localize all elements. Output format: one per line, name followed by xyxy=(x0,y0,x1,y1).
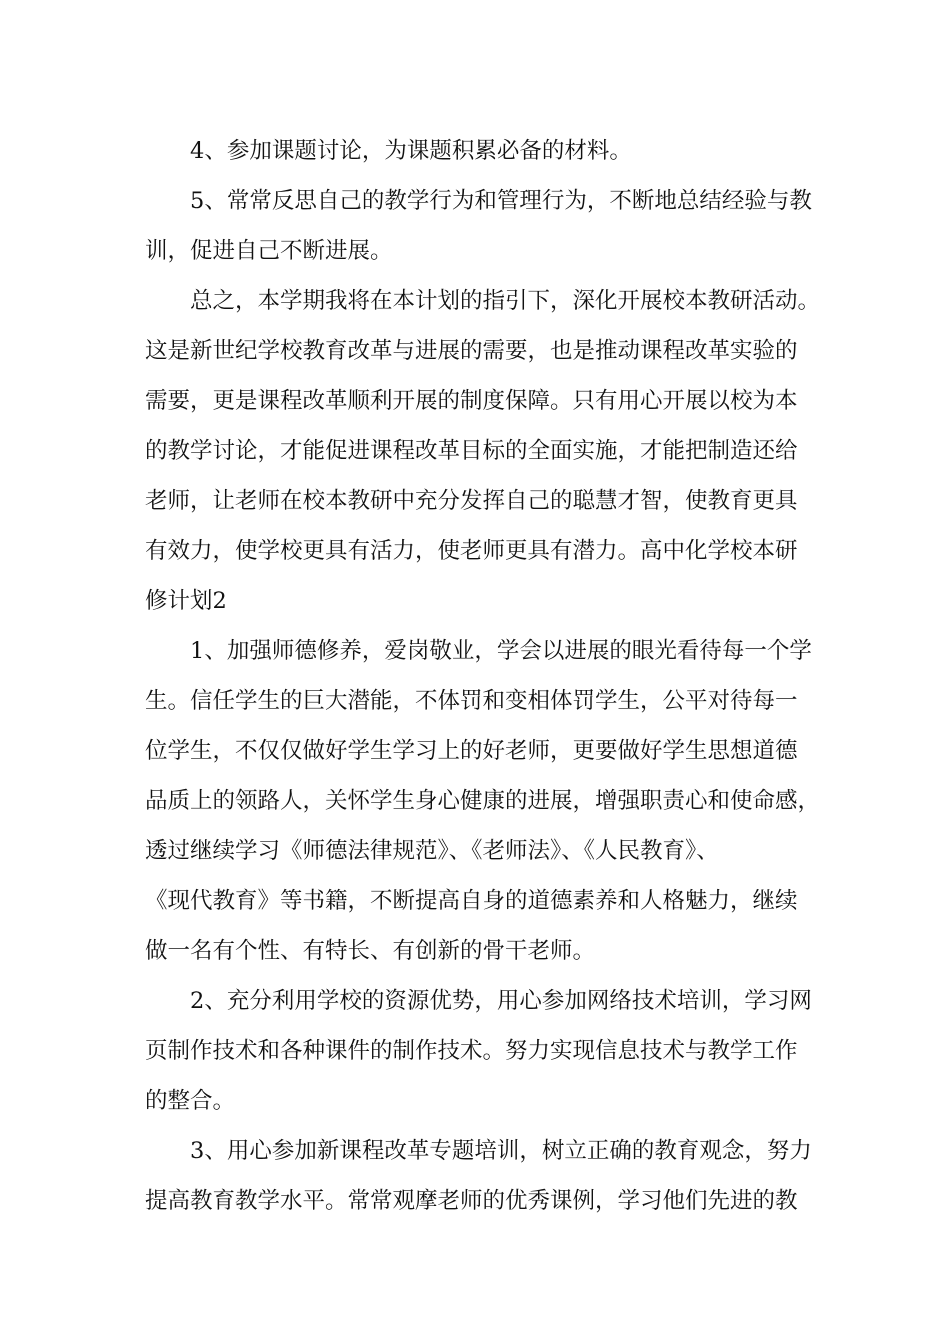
text-line: 2、充分利用学校的资源优势，用心参加网络技术培训，学习网 xyxy=(190,988,812,1014)
text-line: 总之，本学期我将在本计划的指引下，深化开展校本教研活动。 xyxy=(190,288,821,314)
text-line: 位学生，不仅仅做好学生学习上的好老师，更要做好学生思想道德 xyxy=(145,738,798,764)
text-line: 训，促进自己不断进展。 xyxy=(145,238,393,264)
text-line: 4、参加课题讨论，为课题积累必备的材料。 xyxy=(190,138,632,164)
text-line: 老师，让老师在校本教研中充分发挥自己的聪慧才智，使教育更具 xyxy=(145,488,798,514)
text-line: 1、加强师德修养，爱岗敬业，学会以进展的眼光看待每一个学 xyxy=(190,638,812,664)
text-line: 的整合。 xyxy=(145,1088,236,1114)
text-line: 5、常常反思自己的教学行为和管理行为，不断地总结经验与教 xyxy=(190,188,812,214)
text-line: 有效力，使学校更具有活力，使老师更具有潜力。高中化学校本研 xyxy=(145,538,798,564)
text-line: 页制作技术和各种课件的制作技术。努力实现信息技术与教学工作 xyxy=(145,1038,798,1064)
text-line: 品质上的领路人，关怀学生身心健康的进展，增强职责心和使命感， xyxy=(145,788,821,814)
text-line: 3、用心参加新课程改革专题培训，树立正确的教育观念，努力 xyxy=(190,1138,812,1164)
text-line: 做一名有个性、有特长、有创新的骨干老师。 xyxy=(145,938,596,964)
text-line: 修计划2 xyxy=(145,588,227,614)
text-line: 生。信任学生的巨大潜能，不体罚和变相体罚学生，公平对待每一 xyxy=(145,688,798,714)
text-line: 这是新世纪学校教育改革与进展的需要，也是推动课程改革实验的 xyxy=(145,338,798,364)
text-line: 《现代教育》等书籍，不断提高自身的道德素养和人格魅力，继续 xyxy=(145,888,798,914)
text-line: 需要，更是课程改革顺利开展的制度保障。只有用心开展以校为本 xyxy=(145,388,798,414)
text-line: 的教学讨论，才能促进课程改革目标的全面实施，才能把制造还给 xyxy=(145,438,798,464)
text-line: 提高教育教学水平。常常观摩老师的优秀课例，学习他们先进的教 xyxy=(145,1188,798,1214)
text-line: 透过继续学习《师德法律规范》、《老师法》、《人民教育》、 xyxy=(145,838,719,864)
